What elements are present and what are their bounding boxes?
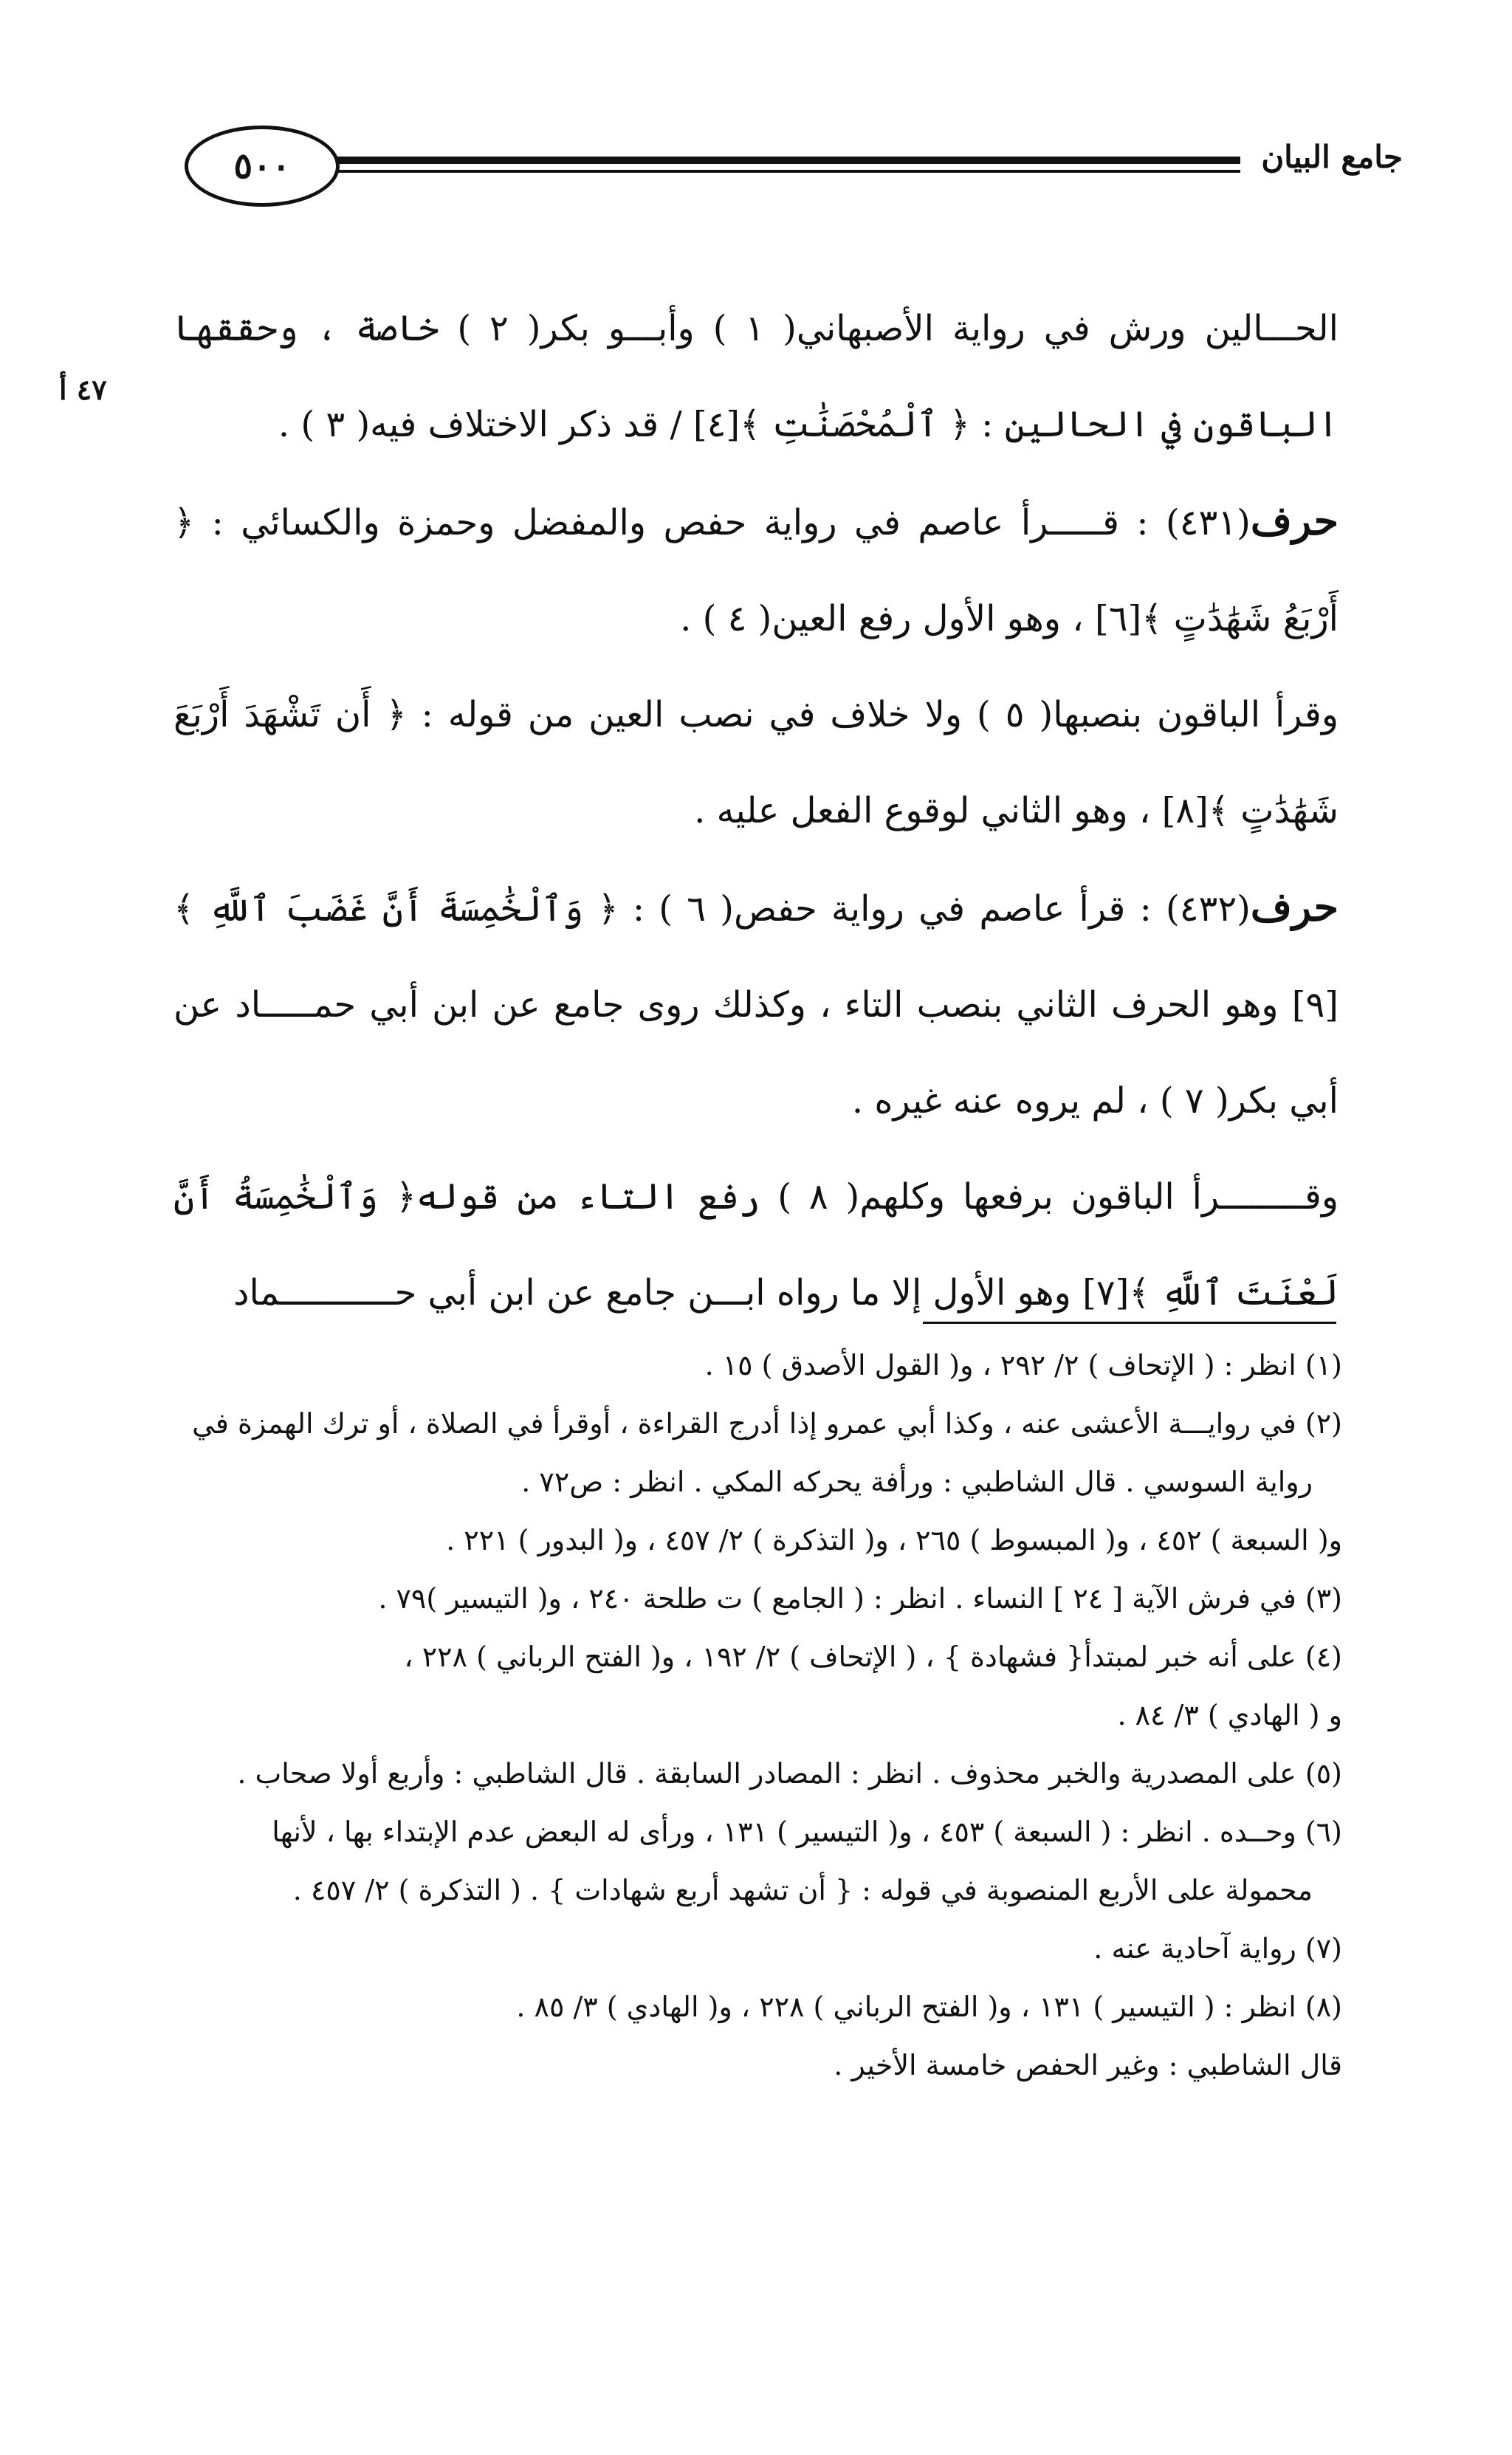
paragraph-harf-431: [173, 473, 1339, 667]
running-title: جامع البيان: [1261, 139, 1403, 175]
footnote-line: (٨) انظر : ( التيسير ) ١٣١ ، و( الفتح الرباني ) ٢٢٨ ، و( الهادي ) ٣/ ٨٥ .: [516, 1991, 1342, 2023]
page-number: ٥٠٠: [185, 126, 340, 207]
harf-number: (٤٣٢): [1166, 888, 1251, 930]
harf-431-text: : قـــــرأ عاصم في رواية حفص والمفضل وحمزة والكسائي : ﴿ أَرْبَعُ شَهَٰدَٰتٍ ﴾[٦] ، وهو الأول رفع العين( ٤ ) .: [173, 502, 1339, 639]
footnote-line: (٢) في روايـــة الأعشى عنه ، وكذا أبي عمرو إذا أدرج القراءة ، أوقرأ في الصلاة ، أو ترك الهمزة في: [192, 1407, 1342, 1440]
footnote-line: (٥) على المصدرية والخبر محذوف . انظر : المصادر السابقة . قال الشاطبي : وأربع أولا صحاب .: [237, 1757, 1342, 1790]
page-header: [133, 111, 1403, 222]
footnote-line: (٦) وحــده . انظر : ( السبعة ) ٤٥٣ ، و( التيسير ) ١٣١ ، ورأى له البعض عدم الإبتداء بها ، لأنها: [272, 1816, 1342, 1848]
paragraph-harf-432: [173, 859, 1339, 1149]
harf-label: حرف: [1250, 883, 1339, 930]
paragraph-3: وقرأ الباقون بنصبها( ٥ ) ولا خلاف في نصب العين من قوله : ﴿ أَن تَشْهَدَ أَرْبَعَ شَهَٰدَٰتٍ ﴾[٨] ، وهو الثاني لوقوع الفعل عليه .: [173, 694, 1339, 831]
harf-number: (٤٣١): [1166, 502, 1251, 543]
paragraph-5: وقــــــــرأ الباقون برفعها وكلهم( ٨ ) رفع التاء من قوله﴿ وَٱلْخَٰمِسَةُ أَنَّ لَعْنَتَ ٱللَّهِ ﴾[٧] وهو الأول إلا ما رواه ابـــن جامع عن ابن أبي حـــــــــــماد: [173, 1176, 1339, 1314]
header-rule: [310, 157, 1240, 164]
paragraph-1: الحـــالين ورش في رواية الأصبهاني( ١ ) وأبـــو بكر( ٢ ) خاصة ، وحققها الباقون في الحالين : ﴿ ٱلْمُحْصَنَٰتِ ﴾[٤] / قد ذكر الاختلاف فيه( ٣ ) .: [173, 308, 1339, 445]
manuscript-folio-ref: ٤٧ أ: [59, 373, 107, 406]
footnote-line: (٧) رواية آحادية عنه .: [1093, 1932, 1342, 1965]
main-text: [173, 281, 1339, 1341]
footnote-line: (٤) على أنه خبر لمبتدأ{ فشهادة } ، ( الإتحاف ) ٢/ ١٩٢ ، و( الفتح الرباني ) ٢٢٨ ،: [404, 1641, 1342, 1673]
harf-label: حرف: [1250, 497, 1339, 544]
footnote-line: قال الشاطبي : وغير الحفص خامسة الأخير .: [834, 2049, 1342, 2081]
footnotes: [173, 1336, 1342, 2095]
footnote-line: محمولة على الأربع المنصوبة في قوله : { أن تشهد أربع شهادات } . ( التذكرة ) ٢/ ٤٥٧ .: [292, 1874, 1313, 1906]
footnote-line: (١) انظر : ( الإتحاف ) ٢/ ٢٩٢ ، و( القول الأصدق ) ١٥ .: [704, 1349, 1342, 1381]
footnote-line: و ( الهادي ) ٣/ ٨٤ .: [1117, 1699, 1342, 1731]
harf-432-text: : قرأ عاصم في رواية حفص( ٦ ) : ﴿ وَٱلْخَٰمِسَةَ أَنَّ غَضَبَ ٱللَّهِ ﴾[٩] وهو الحرف الثاني بنصب التاء ، وكذلك روى جامع عن ابن أبي حمـــــاد عن أبي بكر( ٧ ) ، لم يروه عنه غيره .: [173, 888, 1339, 1122]
footnote-line: و( السبعة ) ٤٥٢ ، و( المبسوط ) ٢٦٥ ، و( التذكرة ) ٢/ ٤٥٧ ، و( البدور ) ٢٢١ .: [446, 1524, 1342, 1556]
footnote-line: رواية السوسي . قال الشاطبي : ورأفة يحركه المكي . انظر : ص٧٢ .: [521, 1466, 1313, 1498]
header-rule-thin: [310, 170, 1240, 173]
footnote-separator: [923, 1322, 1336, 1324]
footnote-line: (٣) في فرش الآية [ ٢٤ ] النساء . انظر : ( الجامع ) ت طلحة ٢٤٠ ، و( التيسير )٧٩ .: [378, 1582, 1342, 1615]
